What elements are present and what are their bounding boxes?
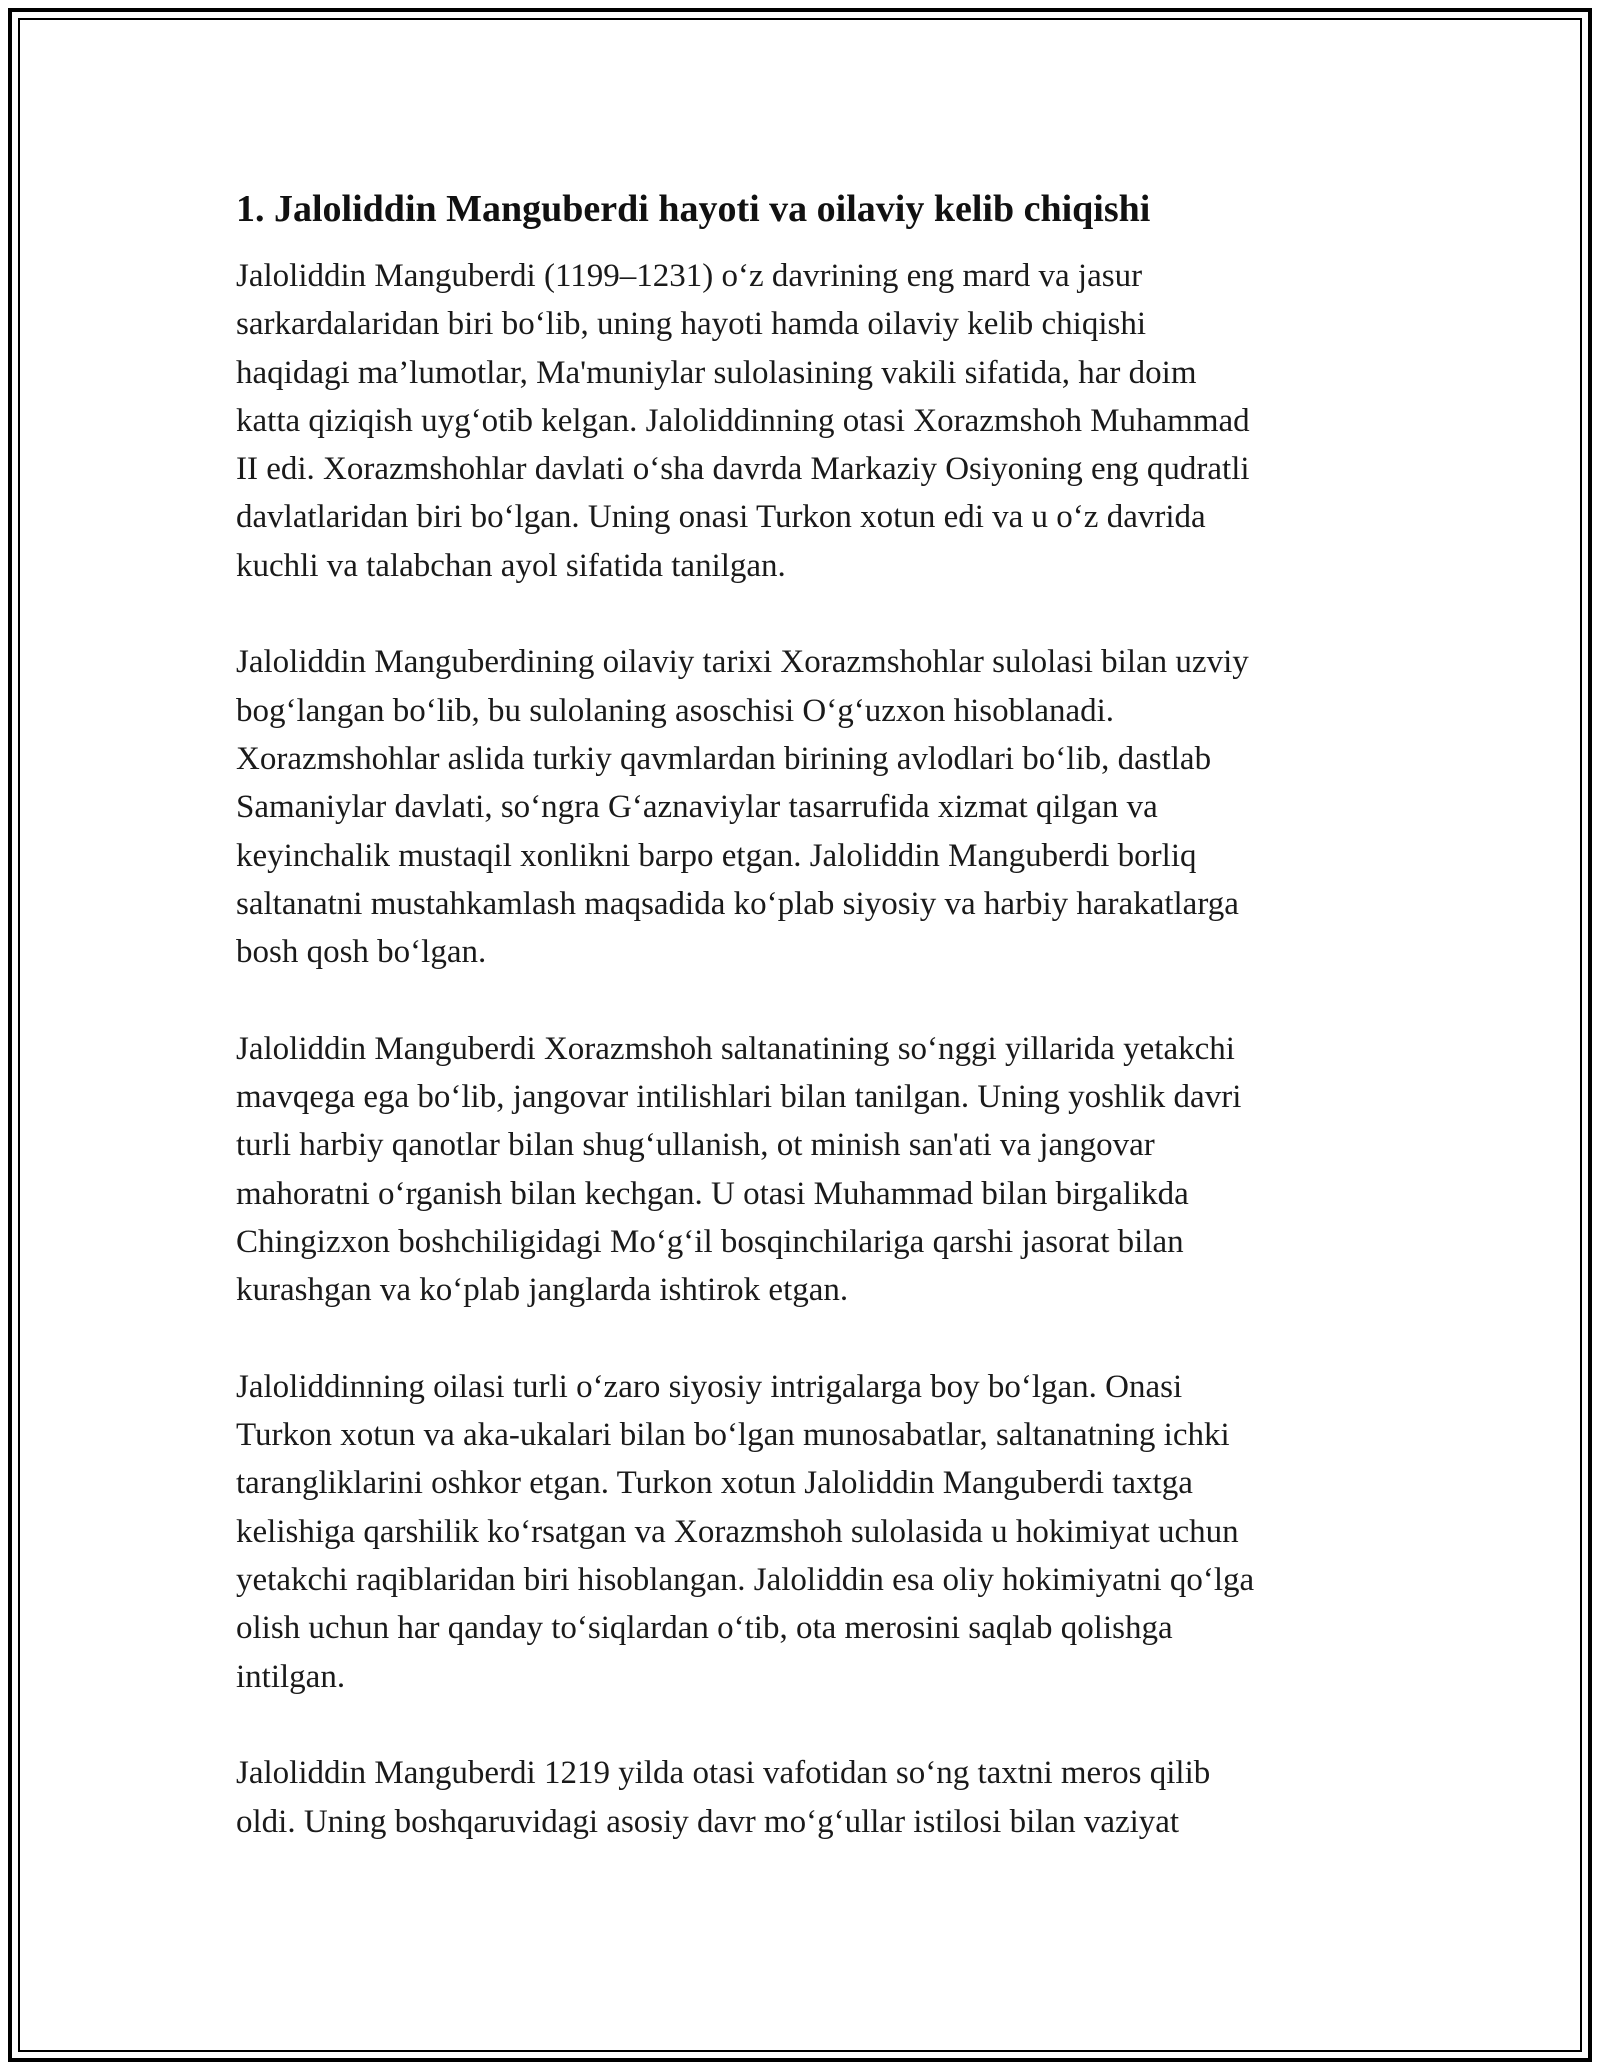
text-line: bog‘langan bo‘lib, bu sulolaning asoschisi O‘g‘uzxon hisoblanadi. (236, 692, 1115, 729)
paragraph-2 (236, 638, 1376, 976)
paragraph-5 (236, 1749, 1376, 1846)
text-line: Jaloliddin Manguberdining oilaviy tarixi Xorazmshohlar sulolasi bilan uzviy (236, 644, 1249, 681)
document-body (236, 184, 1376, 1894)
text-line: keyinchalik mustaqil xonlikni barpo etgan. Jaloliddin Manguberdi borliq (236, 837, 1197, 874)
paragraph-3 (236, 1025, 1376, 1315)
text-line: II edi. Xorazmshohlar davlati o‘sha davrda Markaziy Osiyoning eng qudratli (236, 451, 1250, 488)
text-line: yetakchi raqiblaridan biri hisoblangan. Jaloliddin esa oliy hokimiyatni qo‘lga (236, 1562, 1255, 1599)
text-line: bosh qosh bo‘lgan. (236, 934, 487, 971)
paragraph-1 (236, 252, 1376, 590)
text-line: Jaloliddinning oilasi turli o‘zaro siyosiy intrigalarga boy bo‘lgan. Onasi (236, 1368, 1183, 1405)
text-line: sarkardalaridan biri bo‘lib, uning hayoti hamda oilaviy kelib chiqishi (236, 306, 1147, 343)
text-line: Chingizxon boshchiligidagi Mo‘g‘il bosqinchilariga qarshi jasorat bilan (236, 1223, 1184, 1260)
text-line: kurashgan va ko‘plab janglarda ishtirok etgan. (236, 1272, 849, 1309)
text-line: oldi. Uning boshqaruvidagi asosiy davr mo‘g‘ullar istilosi bilan vaziyat (236, 1803, 1180, 1840)
text-line: olish uchun har qanday to‘siqlardan o‘tib, ota merosini saqlab qolishga (236, 1610, 1173, 1647)
text-line: Samaniylar davlati, so‘ngra G‘aznaviylar tasarrufida xizmat qilgan va (236, 789, 1158, 826)
text-line: tarangliklarini oshkor etgan. Turkon xotun Jaloliddin Manguberdi taxtga (236, 1465, 1193, 1502)
text-line: haqidagi ma’lumotlar, Ma'muniylar sulolasining vakili sifatida, har doim (236, 354, 1197, 391)
section-heading: 1. Jaloliddin Manguberdi hayoti va oilaviy kelib chiqishi (236, 188, 1151, 230)
text-line: saltanatni mustahkamlash maqsadida ko‘plab siyosiy va harbiy harakatlarga (236, 885, 1239, 922)
text-line: mahoratni o‘rganish bilan kechgan. U otasi Muhammad bilan birgalikda (236, 1175, 1189, 1212)
text-line: Turkon xotun va aka-ukalari bilan bo‘lgan munosabatlar, saltanatning ichki (236, 1417, 1230, 1454)
text-line: Jaloliddin Manguberdi Xorazmshoh saltanatining so‘nggi yillarida yetakchi (236, 1030, 1235, 1067)
text-line: turli harbiy qanotlar bilan shug‘ullanish, ot minish san'ati va jangovar (236, 1127, 1155, 1164)
text-line: kelishiga qarshilik ko‘rsatgan va Xorazmshoh sulolasida u hokimiyat uchun (236, 1513, 1239, 1550)
text-line: davlatlaridan biri bo‘lgan. Uning onasi Turkon xotun edi va u o‘z davrida (236, 499, 1206, 536)
text-line: kuchli va talabchan ayol sifatida tanilgan. (236, 547, 786, 584)
text-line: Xorazmshohlar aslida turkiy qavmlardan birining avlodlari bo‘lib, dastlab (236, 740, 1212, 777)
text-line: intilgan. (236, 1658, 346, 1695)
text-line: mavqega ega bo‘lib, jangovar intilishlari bilan tanilgan. Uning yoshlik davri (236, 1079, 1242, 1116)
text-line: Jaloliddin Manguberdi (1199–1231) o‘z davrining eng mard va jasur (236, 258, 1143, 294)
text-line: katta qiziqish uyg‘otib kelgan. Jaloliddinning otasi Xorazmshoh Muhammad (236, 402, 1250, 439)
text-line: Jaloliddin Manguberdi 1219 yilda otasi vafotidan so‘ng taxtni meros qilib (236, 1755, 1211, 1792)
paragraph-4 (236, 1363, 1376, 1701)
